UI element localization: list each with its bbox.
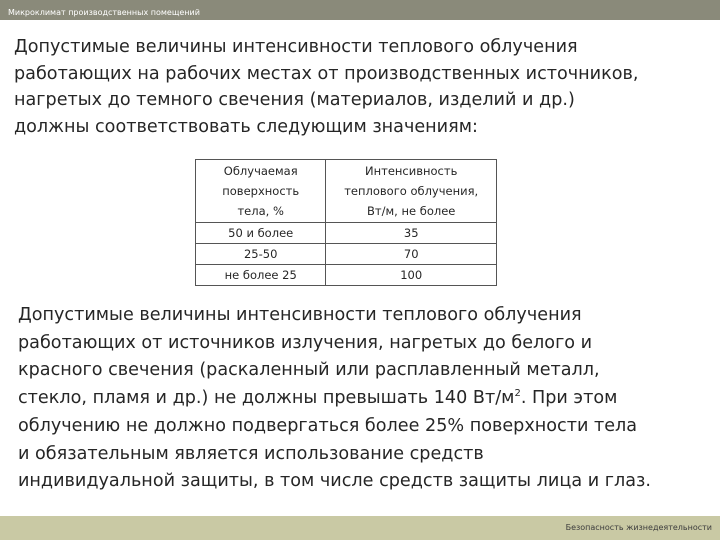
limits-line: Допустимые величины интенсивности теплового облучения xyxy=(18,305,582,325)
header-cell-surface xyxy=(196,160,326,223)
limits-line: стекло, пламя и др.) не должны превышать 140 Вт/м xyxy=(18,388,515,409)
header-title: Микроклимат производственных помещений xyxy=(8,8,200,17)
irradiation-table xyxy=(195,159,497,286)
limits-line: красного свечения (раскаленный или расплавленный металл, xyxy=(18,360,600,381)
limits-line: работающих от источников излучения, нагретых до белого и xyxy=(18,332,593,353)
table-cell: 25-50 xyxy=(196,244,326,265)
intro-line: нагретых до темного свечения (материалов, изделий и др.) xyxy=(14,90,575,110)
limits-line: индивидуальной защиты, в том числе средств защиты лица и глаз. xyxy=(18,471,651,492)
header-text: теплового облучения, xyxy=(344,184,479,198)
table-row xyxy=(196,223,497,244)
header-cell-intensity xyxy=(326,160,497,223)
table-row xyxy=(196,265,497,286)
intro-line: работающих на рабочих местах от производственных источников, xyxy=(14,63,639,84)
header-bar xyxy=(0,0,720,20)
limits-paragraph xyxy=(18,302,718,496)
table-cell: не более 25 xyxy=(196,265,326,286)
header-text: Облучаемая xyxy=(223,164,298,178)
intro-line: должны соответствовать следующим значениям: xyxy=(14,116,478,137)
footer-bar xyxy=(0,516,720,540)
slide-content xyxy=(0,20,720,516)
table-cell: 70 xyxy=(326,244,497,265)
limits-line: и обязательным является использование средств xyxy=(18,443,484,464)
intro-line: Допустимые величины интенсивности теплового облучения xyxy=(14,37,578,57)
table-header-row xyxy=(196,160,497,223)
table-cell: 35 xyxy=(326,223,497,244)
header-text: Вт/м, не более xyxy=(367,204,456,218)
table-row xyxy=(196,244,497,265)
table-cell: 100 xyxy=(326,265,497,286)
intro-paragraph xyxy=(14,34,714,140)
superscript: 2 xyxy=(514,388,521,400)
header-text: Интенсивность xyxy=(365,164,458,178)
header-text: поверхность xyxy=(222,184,300,198)
limits-line: облучению не должно подвергаться более 25% поверхности тела xyxy=(18,415,638,436)
header-text: тела, % xyxy=(237,204,284,218)
footer-label: Безопасность жизнедеятельности xyxy=(565,523,712,532)
table-cell: 50 и более xyxy=(196,223,326,244)
limits-line: . При этом xyxy=(520,388,618,409)
